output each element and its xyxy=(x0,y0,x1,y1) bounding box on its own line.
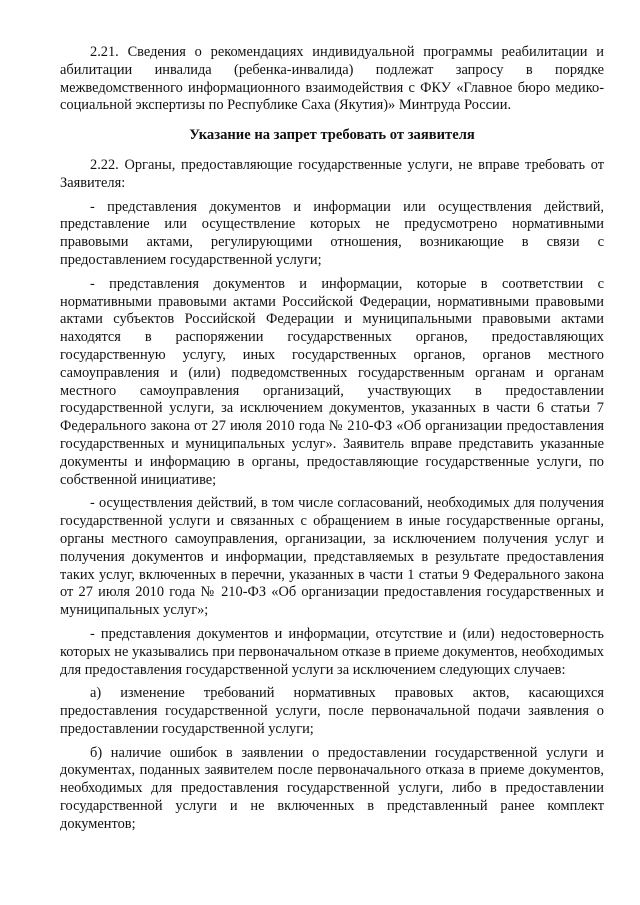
case-b: б) наличие ошибок в заявлении о предоставлении государственной услуги и документах, поданных заявителем после первоначального отказа в приеме документов, необходимых для предоставления государственной услуги, либо в предоставлении государственной услуги и не включенных в представленный ранее комплект документов; xyxy=(60,744,604,832)
list-item-documents-in-possession: - представления документов и информации, которые в соответствии с нормативными правовыми актами Российской Федерации, нормативными правовыми актами субъектов Российской Федерации и муниципальными правовыми актами находятся в распоряжении государственных органов, предоставляющих государственную услугу, иных государственных органов, органов местного самоуправления и (или) подведомственных государственным органам и органам местного самоуправления организаций, участвующих в предоставлении государственной услуги, за исключением документов, указанных в части 6 статьи 7 Федерального закона от 27 июля 2010 года № 210-ФЗ «Об организации предоставления государственных и муниципальных услуг». Заявитель вправе представить указанные документы и информацию в органы, предоставляющие государственные услуги, по собственной инициативе; xyxy=(60,275,604,488)
list-item-actions-not-provided: - представления документов и информации или осуществления действий, представление или осуществление которых не предусмотрено нормативными правовыми актами, регулирующими отношения, возникающие в связи с предоставлением государственной услуги; xyxy=(60,198,604,268)
paragraph-2-21: 2.21. Сведения о рекомендациях индивидуальной программы реабилитации и абилитации инвалида (ребенка-инвалида) подлежат запросу в порядке межведомственного информационного взаимодействия с ФКУ «Главное бюро медико-социальной экспертизы по Республике Саха (Якутия)» Минтруда России. xyxy=(60,44,604,114)
paragraph-2-22: 2.22. Органы, предоставляющие государственные услуги, не вправе требовать от Заявителя: xyxy=(60,156,604,191)
case-a: а) изменение требований нормативных правовых актов, касающихся предоставления государственной услуги, после первоначальной подачи заявления о предоставлении государственной услуги; xyxy=(60,685,604,737)
section-heading: Указание на запрет требовать от заявителя xyxy=(189,127,475,144)
list-item-approvals: - осуществления действий, в том числе согласований, необходимых для получения государственной услуги и связанных с обращением в иные государственные органы, органы местного самоуправления, организации, за исключением получения услуг и получения документов и информации, представляемых в результате предоставления таких услуг, включенных в перечни, указанных в части 1 статьи 9 Федерального закона от 27 июля 2010 года № 210-ФЗ «Об организации предоставления государственных и муниципальных услуг»; xyxy=(60,495,604,619)
list-item-not-indicated-at-refusal: - представления документов и информации, отсутствие и (или) недостоверность которых не указывались при первоначальном отказе в приеме документов, необходимых для предоставления государственной услуги за исключением следующих случаев: xyxy=(60,625,604,678)
